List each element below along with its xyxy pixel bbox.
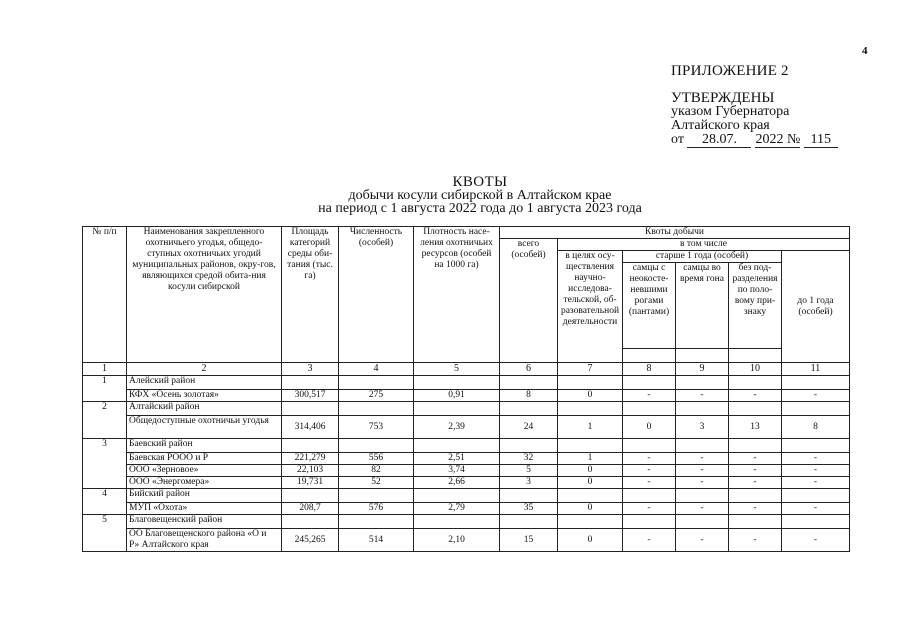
table-row [83,503,850,515]
header-research: в целях осу-ществления научно-исследова-тельской, об-разовательной деятельности [558,251,623,363]
cell-area: 221,279 [282,453,339,465]
cell-total: 24 [500,416,558,439]
district-name: Бийский район [127,489,282,503]
row-number: 4 [83,489,127,515]
cell-research: 0 [558,465,623,477]
cell-under1: - [782,390,850,402]
table-row [83,465,850,477]
row-number: 2 [83,402,127,439]
header-quotas: Квоты добычи [500,227,850,239]
table-row [83,453,850,465]
cell-under1: - [782,529,850,552]
cell-count: 556 [339,453,414,465]
cell-males-rut: - [676,465,729,477]
table-row [83,477,850,489]
cell-males-antlers: - [623,390,676,402]
cell-males-antlers: - [623,477,676,489]
header-name: Наименования закрепленного охотничьего угодья, общедо-ступных охотничьих угодий муниципальных районов, окру-гов, являющихся средой обита-ния косули сибирской [127,227,282,363]
district-name: Благовещенский район [127,515,282,529]
column-number: 11 [782,363,850,376]
column-number: 9 [676,363,729,376]
cell-count: 576 [339,503,414,515]
cell-count: 52 [339,477,414,489]
cell-research: 1 [558,453,623,465]
cell-count: 753 [339,416,414,439]
district-row [83,489,850,503]
hunting-ground-name: ООО «Зерновое» [127,465,282,477]
cell-total: 8 [500,390,558,402]
cell-total: 15 [500,529,558,552]
table-row [83,416,850,439]
cell-no-sex: - [729,477,782,489]
approval-date-line [671,133,838,148]
cell-total: 35 [500,503,558,515]
header-older: старше 1 года (особей) [623,251,782,263]
row-number: 3 [83,439,127,489]
hunting-ground-name: ОО Благовещенского района «О и Р» Алтайского края [127,529,282,552]
hunting-ground-name: Баевская РООО и Р [127,453,282,465]
header-density: Плотность насе-ления охотничьих ресурсов (особей на 1000 га) [414,227,500,363]
cell-no-sex: 13 [729,416,782,439]
cell-density: 2,39 [414,416,500,439]
header-including: в том числе [558,239,850,251]
cell-density: 2,66 [414,477,500,489]
cell-density: 2,10 [414,529,500,552]
cell-density: 2,51 [414,453,500,465]
cell-under1: - [782,453,850,465]
cell-total: 32 [500,453,558,465]
title-main: КВОТЫ [452,174,508,190]
cell-males-rut: - [676,453,729,465]
header-males-antlers: самцы с неокосте-невшими рогами (пантами) [623,263,676,349]
cell-males-antlers: - [623,465,676,477]
hunting-ground-name: ООО «Энергомера» [127,477,282,489]
cell-no-sex: - [729,503,782,515]
row-number: 1 [83,376,127,402]
header-males-rut: самцы во время гона [676,263,729,349]
cell-area: 22,103 [282,465,339,477]
column-number: 10 [729,363,782,376]
cell-area: 19,731 [282,477,339,489]
header-no: № п/п [83,227,127,363]
header-no-sex: без под-разделения по поло-вому при-знаку [729,263,782,349]
district-row [83,439,850,453]
cell-males-rut: - [676,503,729,515]
cell-total: 3 [500,477,558,489]
cell-no-sex: - [729,453,782,465]
cell-research: 1 [558,416,623,439]
cell-density: 3,74 [414,465,500,477]
cell-research: 0 [558,529,623,552]
hunting-ground-name: КФХ «Осень золотая» [127,390,282,402]
column-number: 6 [500,363,558,376]
district-row [83,402,850,416]
approved-label: УТВЕРЖДЕНЫ [671,90,775,106]
cell-research: 0 [558,477,623,489]
column-number: 2 [127,363,282,376]
approval-line-1: указом Губернатора [671,104,790,119]
cell-area: 245,265 [282,529,339,552]
district-row [83,515,850,529]
from-label: от [671,132,684,147]
approval-block [671,91,838,148]
district-name: Алтайский район [127,402,282,416]
cell-research: 0 [558,390,623,402]
district-name: Баевский район [127,439,282,453]
cell-no-sex: - [729,390,782,402]
cell-under1: - [782,503,850,515]
cell-males-rut: 3 [676,416,729,439]
approval-number: 115 [804,133,838,148]
cell-total: 5 [500,465,558,477]
appendix-label: ПРИЛОЖЕНИЕ 2 [671,63,789,79]
cell-males-rut: - [676,477,729,489]
title-line-3: на период с 1 августа 2022 года до 1 августа 2023 года [318,201,642,216]
cell-area: 300,517 [282,390,339,402]
column-number: 1 [83,363,127,376]
cell-area: 208,7 [282,503,339,515]
table-row [83,529,850,552]
cell-males-antlers: - [623,453,676,465]
cell-no-sex: - [729,529,782,552]
column-number: 7 [558,363,623,376]
cell-under1: 8 [782,416,850,439]
column-number: 3 [282,363,339,376]
cell-males-rut: - [676,529,729,552]
column-number: 4 [339,363,414,376]
column-numbers-row [83,363,850,376]
approval-line-2: Алтайского края [671,118,770,133]
header-count: Численность (особей) [339,227,414,363]
title-line-2: добычи косули сибирской в Алтайском крае [348,188,612,203]
cell-count: 275 [339,390,414,402]
cell-males-antlers: - [623,529,676,552]
quota-table [82,226,850,552]
table-row [83,390,850,402]
cell-males-antlers: 0 [623,416,676,439]
cell-density: 2,79 [414,503,500,515]
approval-date: 28.07. [687,133,751,148]
cell-no-sex: - [729,465,782,477]
hunting-ground-name: Общедоступные охотничьи угодья [127,416,282,439]
cell-males-rut: - [676,390,729,402]
approval-year: 2022 № [755,132,801,147]
document-title [230,176,730,215]
row-number: 5 [83,515,127,552]
cell-under1: - [782,465,850,477]
district-name: Алейский район [127,376,282,390]
column-number: 5 [414,363,500,376]
header-under1: до 1 года (особей) [782,251,850,363]
cell-research: 0 [558,503,623,515]
cell-males-antlers: - [623,503,676,515]
cell-under1: - [782,477,850,489]
district-row [83,376,850,390]
cell-area: 314,406 [282,416,339,439]
page-number: 4 [862,45,868,57]
column-number: 8 [623,363,676,376]
hunting-ground-name: МУП «Охота» [127,503,282,515]
header-area: Площадь категорий среды оби-тания (тыс. га) [282,227,339,363]
header-total: всего (особей) [500,239,558,363]
cell-count: 514 [339,529,414,552]
cell-density: 0,91 [414,390,500,402]
cell-count: 82 [339,465,414,477]
